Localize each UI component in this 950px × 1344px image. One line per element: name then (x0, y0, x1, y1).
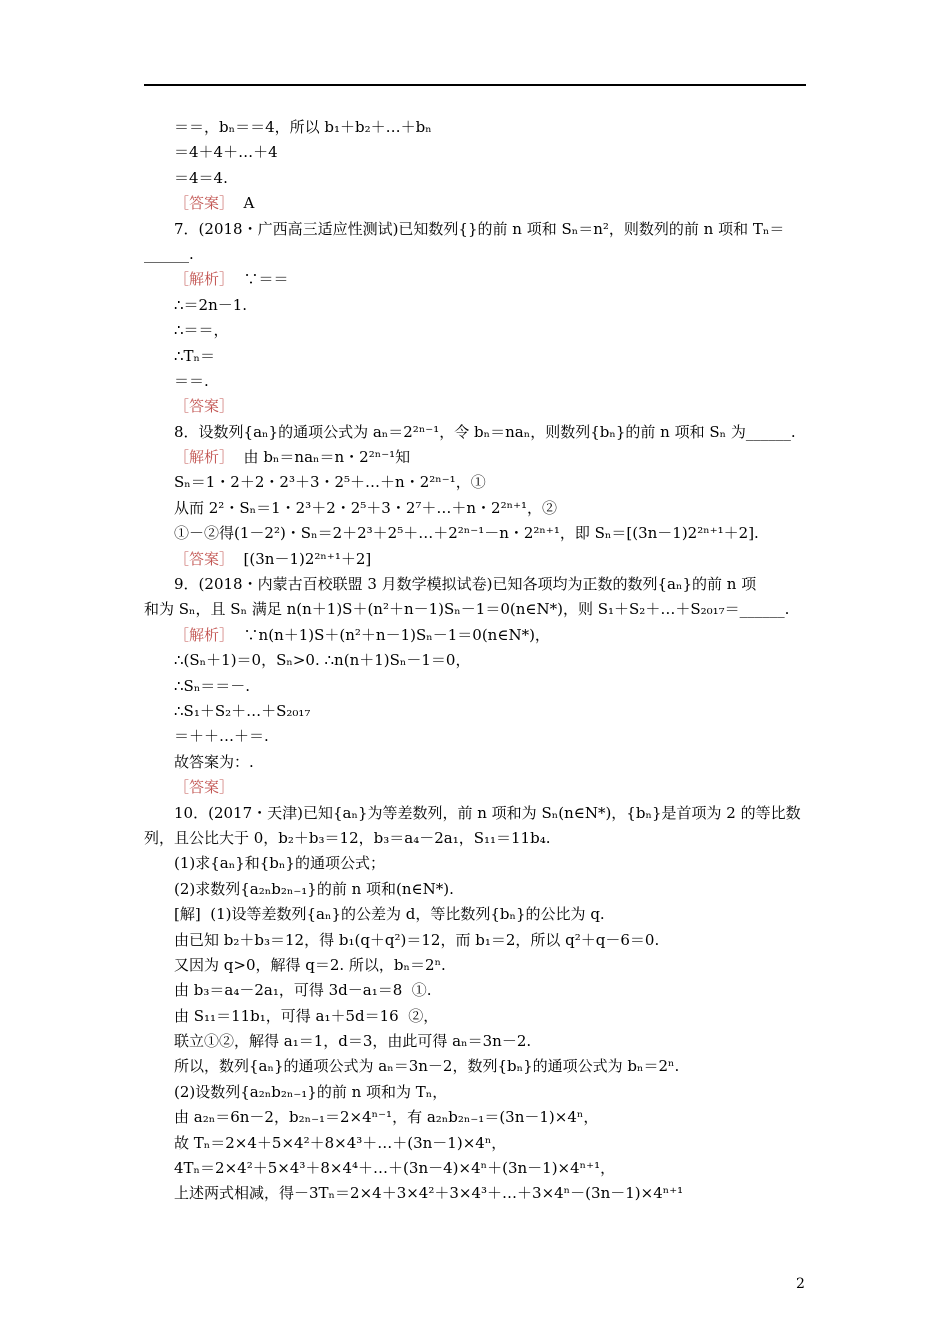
text-line (144, 420, 806, 445)
line-text: ∴＝＝， (174, 321, 229, 340)
text-line (144, 902, 806, 927)
text-line (144, 699, 806, 724)
text-line (144, 318, 806, 343)
text-line (144, 928, 806, 953)
section-tag: ［解析］ (174, 270, 235, 289)
line-text: 由已知 b₂＋b₃＝12，得 b₁(q＋q²)＝12，而 b₁＝2，所以 q²＋q－6＝0. (174, 930, 660, 949)
line-text: 7．(2018・广西高三适应性测试)已知数列{}的前 n 项和 Sₙ＝n²，则数列的前 n 项和 Tₙ＝ (174, 219, 785, 238)
line-text: 故 Tₙ＝2×4＋5×4²＋8×4³＋…＋(3n－1)×4ⁿ， (174, 1133, 507, 1152)
line-text: 由 a₂ₙ＝6n－2，b₂ₙ₋₁＝2×4ⁿ⁻¹，有 a₂ₙb₂ₙ₋₁＝(3n－1)×4ⁿ， (174, 1108, 599, 1127)
text-line (144, 547, 806, 572)
text-line (144, 1131, 806, 1156)
document-body (144, 115, 806, 1207)
line-text: 从而 2²・Sₙ＝1・2³＋2・2⁵＋3・2⁷＋…＋n・2²ⁿ⁺¹，② (174, 498, 558, 517)
line-text: 所以，数列{aₙ}的通项公式为 aₙ＝3n－2，数列{bₙ}的通项公式为 bₙ＝2ⁿ. (174, 1057, 680, 1076)
text-line (144, 470, 806, 495)
text-line (144, 267, 806, 292)
text-line (144, 597, 806, 622)
section-tag: ［答案］ (174, 549, 235, 568)
line-text: ＝4＝4. (174, 168, 228, 187)
text-line (144, 851, 806, 876)
line-text: 由 S₁₁＝11b₁，可得 a₁＋5d＝16 ②， (174, 1006, 439, 1025)
text-line (144, 674, 806, 699)
text-line (144, 1105, 806, 1130)
text-line (144, 826, 806, 851)
section-tag: ［答案］ (174, 778, 235, 797)
text-line (144, 750, 806, 775)
text-line (144, 572, 806, 597)
line-text: ＝＝，bₙ＝＝4，所以 b₁＋b₂＋…＋bₙ (174, 118, 432, 136)
line-text: [解] (1)设等差数列{aₙ}的公差为 d，等比数列{bₙ}的公比为 q. (174, 905, 605, 924)
line-text: ∵＝＝ (234, 270, 289, 289)
text-line (144, 801, 806, 826)
line-text: 4Tₙ＝2×4²＋5×4³＋8×4⁴＋…＋(3n－4)×4ⁿ＋(3n－1)×4ⁿ⁺¹， (174, 1159, 616, 1178)
text-line (144, 115, 806, 140)
text-line (144, 166, 806, 191)
text-line (144, 140, 806, 165)
text-line (144, 1004, 806, 1029)
line-text: 联立①②，解得 a₁＝1，d＝3，由此可得 aₙ＝3n－2. (174, 1032, 532, 1051)
text-line (144, 521, 806, 546)
line-text: (2)设数列{a₂ₙb₂ₙ₋₁}的前 n 项和为 Tₙ， (174, 1082, 448, 1101)
header-rule (144, 84, 806, 86)
text-line (144, 344, 806, 369)
section-tag: ［答案］ (174, 194, 235, 213)
text-line (144, 724, 806, 749)
line-text: ∴Sₙ＝＝－. (174, 676, 251, 695)
text-line (144, 496, 806, 521)
line-text: ＝＋＋…＋＝. (174, 727, 269, 746)
line-text: ∴(Sₙ＋1)＝0，Sₙ>0. ∴n(n＋1)Sₙ－1＝0， (174, 651, 471, 670)
text-line (144, 648, 806, 673)
line-text: 8．设数列{aₙ}的通项公式为 aₙ＝2²ⁿ⁻¹，令 bₙ＝naₙ，则数列{bₙ}的前 n 项和 Sₙ 为______. (174, 422, 796, 441)
text-line (144, 623, 806, 648)
line-text: 上述两式相减，得－3Tₙ＝2×4＋3×4²＋3×4³＋…＋3×4ⁿ－(3n－1)×4ⁿ⁺¹ (174, 1184, 684, 1203)
line-text: Sₙ＝1・2＋2・2³＋3・2⁵＋…＋n・2²ⁿ⁻¹，① (174, 473, 486, 492)
text-line (144, 191, 806, 216)
line-text: 又因为 q>0，解得 q＝2. 所以，bₙ＝2ⁿ. (174, 955, 446, 974)
text-line (144, 978, 806, 1003)
line-text: [(3n－1)2²ⁿ⁺¹＋2] (234, 549, 372, 568)
line-text: 9．(2018・内蒙古百校联盟 3 月数学模拟试卷)已知各项均为正数的数列{aₙ}的前 n 项 (174, 575, 757, 594)
text-line (144, 1029, 806, 1054)
line-text: ＝＝. (174, 371, 209, 390)
section-tag: ［答案］ (174, 397, 235, 416)
line-text: ∴＝2n－1. (174, 295, 248, 314)
text-line (144, 217, 806, 242)
text-line (144, 953, 806, 978)
line-text: ______. (144, 244, 194, 263)
text-line (144, 293, 806, 318)
text-line (144, 1181, 806, 1206)
line-text: ∴S₁＋S₂＋…＋S₂₀₁₇ (174, 701, 311, 720)
line-text: (2)求数列{a₂ₙb₂ₙ₋₁}的前 n 项和(n∈N*). (174, 879, 454, 898)
text-line (144, 1080, 806, 1105)
line-text: ∴Tₙ＝ (174, 346, 216, 365)
line-text: 10．(2017・天津)已知{aₙ}为等差数列，前 n 项和为 Sₙ(n∈N*)，{bₙ}是首项为 2 的等比数 (174, 803, 801, 822)
line-text: 故答案为：. (174, 752, 254, 771)
text-line (144, 1054, 806, 1079)
line-text: A (234, 194, 255, 213)
line-text: 列，且公比大于 0，b₂＋b₃＝12，b₃＝a₄－2a₁，S₁₁＝11b₄. (144, 828, 551, 847)
line-text: ＝4＋4＋…＋4 (174, 143, 278, 162)
section-tag: ［解析］ (174, 448, 235, 467)
text-line (144, 1156, 806, 1181)
page-number: 2 (796, 1276, 805, 1292)
text-line (144, 369, 806, 394)
line-text: ①－②得(1－2²)・Sₙ＝2＋2³＋2⁵＋…＋2²ⁿ⁻¹－n・2²ⁿ⁺¹，即 Sₙ＝[(3n－1)2²ⁿ⁺¹＋2]. (174, 524, 759, 543)
line-text: ∵n(n＋1)S＋(n²＋n－1)Sₙ－1＝0(n∈N*)， (234, 625, 550, 644)
line-text: 和为 Sₙ，且 Sₙ 满足 n(n＋1)S＋(n²＋n－1)Sₙ－1＝0(n∈N*)，则 S₁＋S₂＋…＋S₂₀₁₇＝______. (144, 600, 790, 619)
text-line (144, 242, 806, 267)
line-text: (1)求{aₙ}和{bₙ}的通项公式； (174, 854, 385, 873)
line-text: 由 b₃＝a₄－2a₁，可得 3d－a₁＝8 ①. (174, 981, 432, 1000)
text-line (144, 445, 806, 470)
line-text: 由 bₙ＝naₙ＝n・2²ⁿ⁻¹知 (234, 448, 411, 467)
text-line (144, 394, 806, 419)
text-line (144, 877, 806, 902)
text-line (144, 775, 806, 800)
section-tag: ［解析］ (174, 625, 235, 644)
